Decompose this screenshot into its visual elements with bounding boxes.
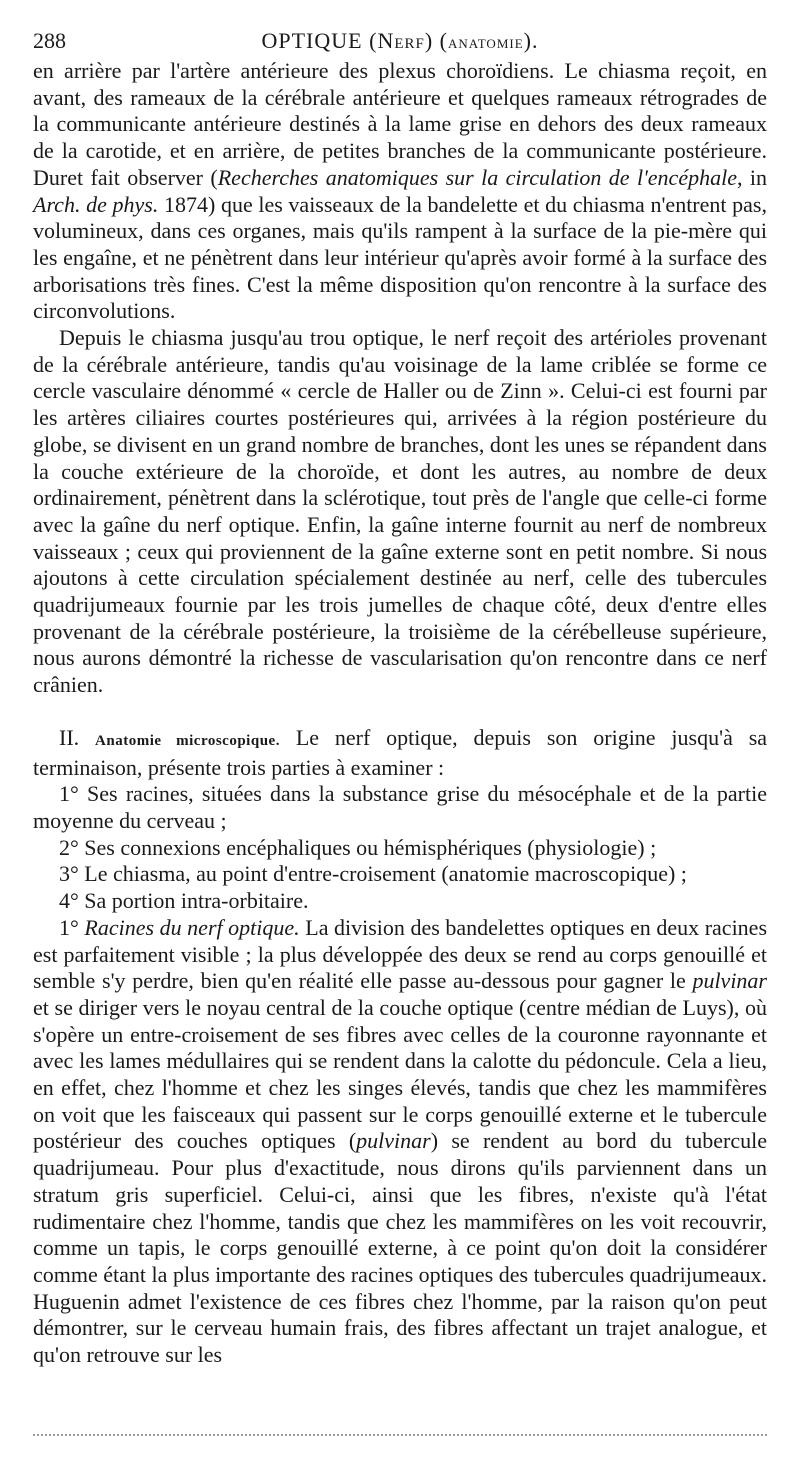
paragraph-3 [33,915,767,1369]
title-main: OPTIQUE ( [261,28,378,53]
list-item-2: 2° Ses connexions encéphaliques ou hémisphériques (physiologie) ; [59,834,657,860]
page-number: 288 [33,28,66,53]
section-title: Anatomie microscopique. [95,732,280,749]
p1-text-c: 1874) que les vaisseaux de la bandelette et du chiasma n'entrent pas, volumineux, dans ces organes, mais qu'ils rampent à la surface de la pie-mère qui les engaîne, et ne pénètrent dans leur intérieur qu'après avoir formé à la surface des arborisations très fines. C'est la même disposition qu'on rencontre à la surface des circonvolutions. [33,191,767,324]
p3-text-c: ) se rendent au bord du tubercule quadrijumeau. Pour plus d'exactitude, nous dirons qu'ils parviennent dans un stratum gris superficiel. Celui-ci, ainsi que les fibres, n'existe qu'à l'état rudimentaire chez l'homme, tandis que chez les mammifères on les voit recouvrir, comme un tapis, le corps genouillé externe, à ce point qu'on doit la considérer comme étant la plus importante des racines optiques des tubercules quadrijumeaux. Huguenin admet l'existence de ces fibres chez l'homme, par la raison qu'on peut démontrer, sur le cerveau humain frais, des fibres affectant un trajet analogue, et qu'on retrouve sur les [33,1128,767,1368]
list-item-3: 3° Le chiasma, au point d'entre-croisement (anatomie macroscopique) ; [59,861,687,887]
section-intro: Le nerf optique, depuis son origine jusqu'à sa terminaison, présente trois parties à examiner : [33,724,768,780]
paragraph-1 [33,58,767,325]
title-mid: ) ( [424,28,448,53]
page-header [33,28,767,62]
title-end: ). [523,28,539,53]
p3-pulvinar-1: pulvinar [692,968,767,994]
p1-text-b: , in [736,164,767,190]
p3-number: 1° [59,914,79,940]
paragraph-2: Depuis le chiasma jusqu'au trou optique, le nerf reçoit des artérioles provenant de la cérébrale antérieure, tandis qu'au voisinage de la lame criblée se forme ce cercle vasculaire dénommé « cercle de Haller ou de Zinn ». Celui-ci est fourni par les artères ciliaires courtes postérieures qui, arrivées à la région postérieure du globe, se divisent en un grand nombre de branches, dont les unes se répandent dans la couche extérieure de la choroïde, et dont les autres, au nombre de deux ordinairement, pénètrent dans la sclérotique, tout près de l'angle que celle-ci forme avec la gaîne du nerf optique. Enfin, la gaîne interne fournit au nerf de nombreux vaisseaux ; ceux qui proviennent de la gaîne externe sont en petit nombre. Si nous ajoutons à cette circulation spécialement destinée au nerf, celle des tubercules quadrijumeaux fournie par les trois jumelles de chaque côté, deux d'entre elles provenant de la cérébrale postérieure, la troisième de la cérébelleuse supérieure, nous aurons démontré la richesse de vascularisation qu'on rencontre dans ce nerf crânien. [33,325,767,698]
p1-reference-title: Recherches anatomiques sur la circulation de l'encéphale [217,164,737,190]
p1-text-a: en arrière par l'artère antérieure des plexus choroïdiens. Le chiasma reçoit, en avant, des rameaux de la cérébrale antérieure et quelques rameaux rétrogrades de la communicante antérieure destinés à la lame grise en dehors des deux rameaux de la carotide, et en arrière, de petites branches de la communicante postérieure. Duret fait observer ( [33,58,767,190]
title-nerf: Nerf [377,28,425,53]
list-item-4: 4° Sa portion intra-orbitaire. [59,888,309,914]
running-title [33,28,767,54]
p3-heading: Racines du nerf optique. [84,914,300,940]
p3-text-a: La division des bandelettes optiques en deux racines est parfaitement visible ; la plus développée des deux se rend au corps genouillé et semble s'y perdre, bien qu'en réalité elle passe au-dessous pour gagner le [33,914,768,994]
page-body [33,58,767,1369]
title-anatomie: anatomie [448,32,524,52]
footer-rule [33,1434,767,1442]
section-heading-paragraph [33,725,767,781]
p1-reference-journal: Arch. de phys. [33,191,159,217]
p3-pulvinar-2: pulvinar [356,1128,431,1154]
section-number: II. [59,724,80,750]
p3-text-b: et se diriger vers le noyau central de la couche optique (centre médian de Luys), où s'opère un entre-croisement de ses fibres avec celles de la couronne rayonnante et avec les lames médullaires qui se rendent dans la calotte du pédoncule. Cela a lieu, en effet, chez l'homme et chez les singes élevés, tandis que chez les mammifères on voit que les faisceaux qui passent sur le corps genouillé externe et le tubercule postérieur des couches optiques ( [33,994,767,1154]
list-item-1: 1° Ses racines, situées dans la substance grise du mésocéphale et de la partie moyenne du cerveau ; [33,781,767,833]
